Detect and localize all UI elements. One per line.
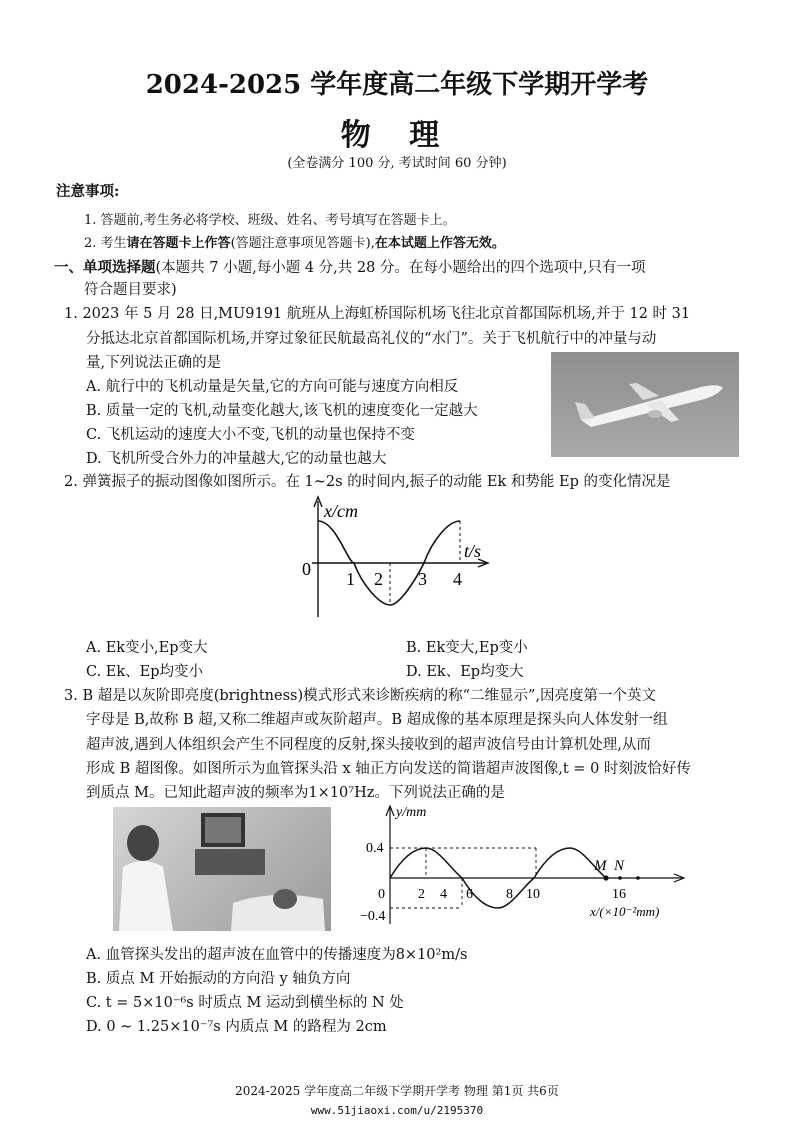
q3-point-n: N [614,858,625,874]
q2-tick-4: 4 [453,569,462,589]
q2-ylabel: x/cm [324,501,358,521]
q3-line-3: 超声波,遇到人体组织会产生不同程度的反射,探头接收到的超声波信号由计算机处理,从而 [86,737,651,753]
q2-option-b: B. Ek变大,Ep变小 [406,640,528,656]
q3-xtick-2: 2 [418,887,425,902]
q3-line-4: 形成 B 超图像。如图所示为血管探头沿 x 轴正方向发送的简谐超声波图像,t = 0 时刻波恰好传 [86,761,691,777]
section-heading: 一、单项选择题(本题共 7 小题,每小题 4 分,共 28 分。在每小题给出的四个选项中,只有一项 [54,259,646,276]
q3-ytick-pos: 0.4 [366,841,384,856]
q2-option-c: C. Ek、Ep均变小 [86,664,204,680]
q2-option-a: A. Ek变小,Ep变大 [86,640,208,656]
q1-line-1: 1. 2023 年 5 月 28 日,MU9191 航班从上海虹桥国际机场飞往北京首都国际机场,并于 12 时 31 [64,306,691,322]
q3-origin: 0 [378,887,385,902]
q3-ytick-neg: −0.4 [360,909,386,924]
q2-xlabel: t/s [464,541,482,561]
q3-line-1: 3. B 超是以灰阶即亮度(brightness)模式形式来诊断疾病的称“二维显示”,因亮度第一个英文 [64,688,657,704]
subject-title: 物 理 [340,118,454,153]
notice-heading: 注意事项: [56,183,120,200]
notice-item-2: 2. 考生请在答题卡上作答(答题注意事项见答题卡),在本试题上作答无效。 [84,236,505,251]
q1-line-2: 分抵达北京首都国际机场,并穿过象征民航最高礼仪的“水门”。关于飞机航行中的冲量与动 [86,331,657,347]
q3-line-5: 到质点 M。已知此超声波的频率为1×10⁷Hz。下列说法正确的是 [86,785,505,801]
q3-xtick-4: 4 [440,887,447,902]
q1-option-d: D. 飞机所受合外力的冲量越大,它的动量也越大 [86,451,387,467]
page-footer: 2024-2025 学年度高二年级下学期开学考 物理 第1页 共6页 [235,1084,559,1098]
q2-tick-3: 3 [418,569,427,589]
q2-origin: 0 [302,559,311,579]
q2-oscillation-graph [298,493,498,623]
q3-option-d: D. 0 ~ 1.25×10⁻⁷s 内质点 M 的路程为 2cm [86,1019,387,1035]
q2-option-d: D. Ek、Ep均变大 [406,664,524,680]
q3-xlabel: x/(×10⁻²mm) [590,904,660,919]
q3-option-a: A. 血管探头发出的超声波在血管中的传播速度为8×10²m/s [86,947,468,963]
q3-wave-graph [352,800,692,928]
q3-line-2: 字母是 B,故称 B 超,又称二维超声或灰阶超声。B 超成像的基本原理是探头向人体发射一组 [86,712,668,728]
q1-line-3: 量,下列说法正确的是 [86,355,222,371]
q3-xtick-6: 6 [466,887,473,902]
q3-xtick-16: 16 [612,887,626,902]
q3-xtick-10: 10 [526,887,540,902]
source-watermark: www.51jiaoxi.com/u/2195370 [310,1104,484,1117]
ultrasound-photo [113,807,331,931]
exam-note: (全卷满分 100 分, 考试时间 60 分钟) [287,156,507,171]
q1-option-a: A. 航行中的飞机动量是矢量,它的方向可能与速度方向相反 [86,379,459,395]
q3-option-b: B. 质点 M 开始振动的方向沿 y 轴负方向 [86,971,351,987]
q2-tick-2: 2 [374,569,383,589]
q3-xtick-8: 8 [506,887,513,902]
q1-option-b: B. 质量一定的飞机,动量变化越大,该飞机的速度变化一定越大 [86,403,478,419]
q2-tick-1: 1 [346,569,355,589]
q2-stem: 2. 弹簧振子的振动图像如图所示。在 1~2s 的时间内,振子的动能 Ek 和势能 Ep 的变化情况是 [64,474,671,490]
q1-option-c: C. 飞机运动的速度大小不变,飞机的动量也保持不变 [86,427,415,443]
exam-title: 2024-2025 学年度高二年级下学期开学考 [145,70,649,100]
airplane-photo [551,352,739,457]
q3-ylabel: y/mm [396,805,427,820]
q3-option-c: C. t = 5×10⁻⁶s 时质点 M 运动到横坐标的 N 处 [86,995,404,1011]
section-heading-cont: 符合题目要求) [84,282,177,298]
notice-item-1: 1. 答题前,考生务必将学校、班级、姓名、考号填写在答题卡上。 [84,213,456,228]
q3-point-m: M [594,858,607,874]
